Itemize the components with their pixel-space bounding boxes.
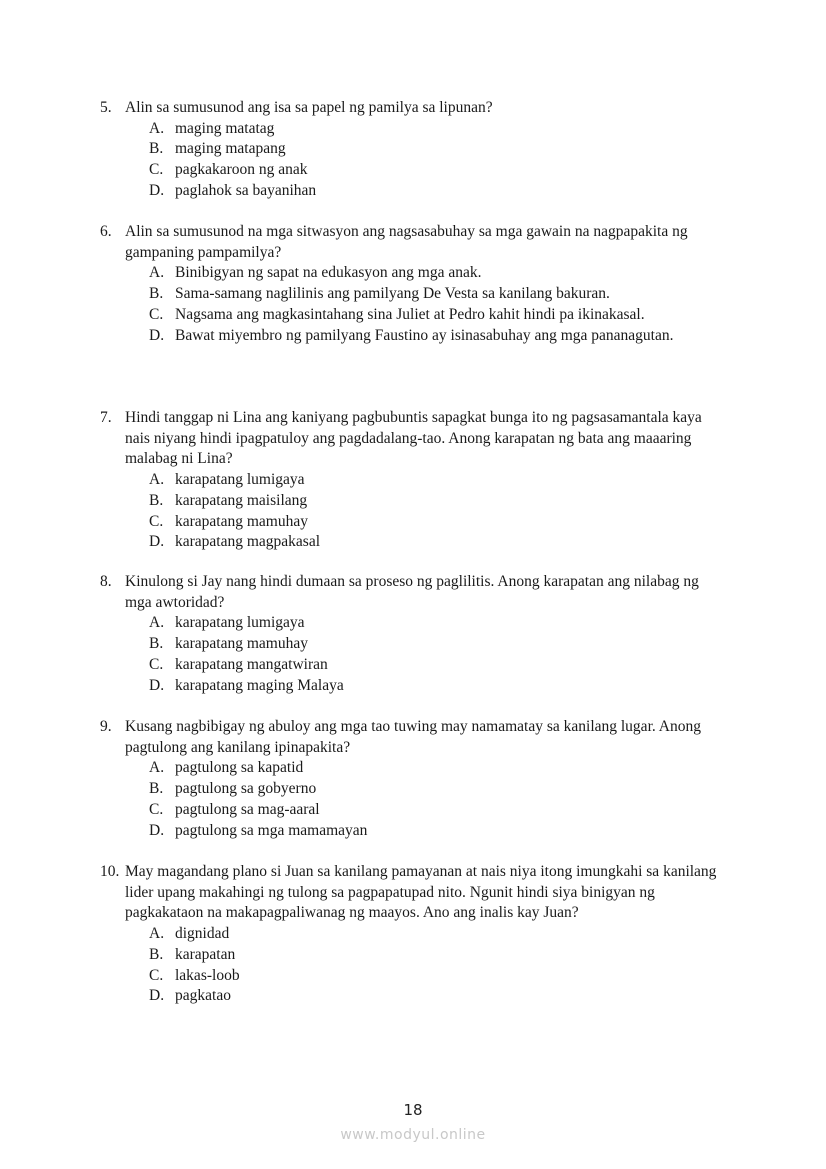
choice-letter: D. bbox=[149, 987, 165, 1005]
choice-d bbox=[149, 326, 728, 347]
page-number: 18 bbox=[403, 1101, 423, 1119]
choice-letter: D. bbox=[149, 533, 165, 551]
choice-letter: C. bbox=[149, 655, 164, 673]
choice-text: karapatang mamuhay bbox=[175, 635, 308, 653]
question-number: 5. bbox=[100, 99, 112, 116]
choice-a bbox=[149, 924, 728, 945]
question-7 bbox=[100, 408, 728, 553]
choice-list bbox=[149, 263, 728, 346]
question-text: Alin sa sumusunod ang isa sa papel ng pamilya sa lipunan? bbox=[125, 99, 493, 116]
choice-text: maging matapang bbox=[175, 140, 286, 158]
choice-b bbox=[149, 284, 728, 305]
choice-list bbox=[149, 119, 728, 202]
question-6 bbox=[100, 222, 728, 346]
choice-c bbox=[149, 800, 728, 821]
choice-a bbox=[149, 119, 728, 140]
question-8 bbox=[100, 572, 728, 696]
question-5 bbox=[100, 98, 728, 202]
question-number: 7. bbox=[100, 409, 112, 426]
choice-c bbox=[149, 655, 728, 676]
choice-letter: C. bbox=[149, 512, 164, 530]
question-text: Kusang nagbibigay ng abuloy ang mga tao tuwing may namamatay sa kanilang lugar. Anong pagtulong ang kanilang ipinapakita? bbox=[125, 718, 701, 756]
choice-letter: B. bbox=[149, 491, 164, 509]
choice-text: pagtulong sa kapatid bbox=[175, 759, 304, 777]
choice-text: Binibigyan ng sapat na edukasyon ang mga anak. bbox=[175, 264, 482, 282]
choice-list bbox=[149, 758, 728, 841]
question-number: 10. bbox=[100, 863, 120, 880]
choice-text: Sama-samang naglilinis ang pamilyang De Vesta sa kanilang bakuran. bbox=[175, 285, 610, 303]
choice-text: pagkakaroon ng anak bbox=[175, 161, 308, 179]
choice-b bbox=[149, 945, 728, 966]
choice-text: lakas-loob bbox=[175, 966, 240, 984]
choice-text: Bawat miyembro ng pamilyang Faustino ay isinasabuhay ang mga pananagutan. bbox=[175, 326, 674, 344]
question-text: Alin sa sumusunod na mga sitwasyon ang nagsasabuhay sa mga gawain na nagpapakita ng gampaning pampamilya? bbox=[125, 223, 688, 261]
choice-letter: B. bbox=[149, 945, 164, 963]
choice-text: karapatang mangatwiran bbox=[175, 655, 328, 673]
question-9 bbox=[100, 717, 728, 841]
choice-letter: B. bbox=[149, 140, 164, 158]
choice-letter: A. bbox=[149, 471, 165, 489]
choice-b bbox=[149, 634, 728, 655]
choice-letter: B. bbox=[149, 780, 164, 798]
choice-a bbox=[149, 613, 728, 634]
choice-text: karapatang magpakasal bbox=[175, 533, 321, 551]
choice-d bbox=[149, 986, 728, 1007]
watermark: www.modyul.online bbox=[340, 1127, 486, 1143]
choice-a bbox=[149, 470, 728, 491]
question-number: 6. bbox=[100, 223, 112, 240]
choice-text: karapatang maisilang bbox=[175, 491, 308, 509]
choice-text: pagtulong sa mga mamamayan bbox=[175, 821, 368, 839]
choice-letter: D. bbox=[149, 181, 165, 199]
choice-c bbox=[149, 512, 728, 533]
choice-list bbox=[149, 924, 728, 1007]
choice-a bbox=[149, 758, 728, 779]
choice-c bbox=[149, 966, 728, 987]
choice-letter: C. bbox=[149, 161, 164, 179]
choice-text: maging matatag bbox=[175, 119, 275, 137]
choice-list bbox=[149, 470, 728, 553]
question-10 bbox=[100, 862, 728, 1007]
choice-text: pagtulong sa mag-aaral bbox=[175, 800, 320, 818]
choice-d bbox=[149, 181, 728, 202]
choice-c bbox=[149, 160, 728, 181]
choice-letter: A. bbox=[149, 264, 165, 282]
question-number: 9. bbox=[100, 718, 112, 735]
choice-text: karapatang mamuhay bbox=[175, 512, 308, 530]
choice-letter: C. bbox=[149, 305, 164, 323]
choice-b bbox=[149, 491, 728, 512]
choice-list bbox=[149, 613, 728, 696]
choice-letter: D. bbox=[149, 676, 165, 694]
choice-d bbox=[149, 532, 728, 553]
question-text: May magandang plano si Juan sa kanilang pamayanan at nais niya itong imungkahi sa kanilang lider upang makahingi ng tulong sa pagpapatupad nito. Ngunit hindi siya binigyan ng pagkakataon na makapagpaliwanag ng maayos. Ano ang inalis kay Juan? bbox=[125, 863, 717, 922]
choice-letter: C. bbox=[149, 800, 164, 818]
choice-text: dignidad bbox=[175, 925, 230, 943]
question-number: 8. bbox=[100, 573, 112, 590]
choice-text: karapatan bbox=[175, 945, 236, 963]
choice-text: karapatang lumigaya bbox=[175, 471, 305, 489]
choice-letter: A. bbox=[149, 759, 165, 777]
choice-d bbox=[149, 676, 728, 697]
choice-b bbox=[149, 139, 728, 160]
choice-d bbox=[149, 821, 728, 842]
choice-text: paglahok sa bayanihan bbox=[175, 181, 317, 199]
choice-text: pagkatao bbox=[175, 987, 231, 1005]
choice-text: karapatang lumigaya bbox=[175, 614, 305, 632]
choice-text: pagtulong sa gobyerno bbox=[175, 780, 317, 798]
choice-letter: A. bbox=[149, 119, 165, 137]
choice-letter: A. bbox=[149, 925, 165, 943]
question-text: Kinulong si Jay nang hindi dumaan sa proseso ng paglilitis. Anong karapatan ang nilabag ng mga awtoridad? bbox=[125, 573, 699, 611]
choice-text: Nagsama ang magkasintahang sina Juliet at Pedro kahit hindi pa ikinakasal. bbox=[175, 305, 645, 323]
choice-letter: D. bbox=[149, 326, 165, 344]
choice-letter: C. bbox=[149, 966, 164, 984]
choice-letter: D. bbox=[149, 821, 165, 839]
question-text: Hindi tanggap ni Lina ang kaniyang pagbubuntis sapagkat bunga ito ng pagsasamantala kaya nais niyang hindi ipagpatuloy ang pagdadalang-tao. Anong karapatan ng bata ang maaaring malabag ni Lina? bbox=[125, 409, 702, 468]
choice-c bbox=[149, 305, 728, 326]
choice-letter: A. bbox=[149, 614, 165, 632]
choice-letter: B. bbox=[149, 635, 164, 653]
choice-b bbox=[149, 779, 728, 800]
choice-letter: B. bbox=[149, 285, 164, 303]
choice-text: karapatang maging Malaya bbox=[175, 676, 344, 694]
choice-a bbox=[149, 263, 728, 284]
